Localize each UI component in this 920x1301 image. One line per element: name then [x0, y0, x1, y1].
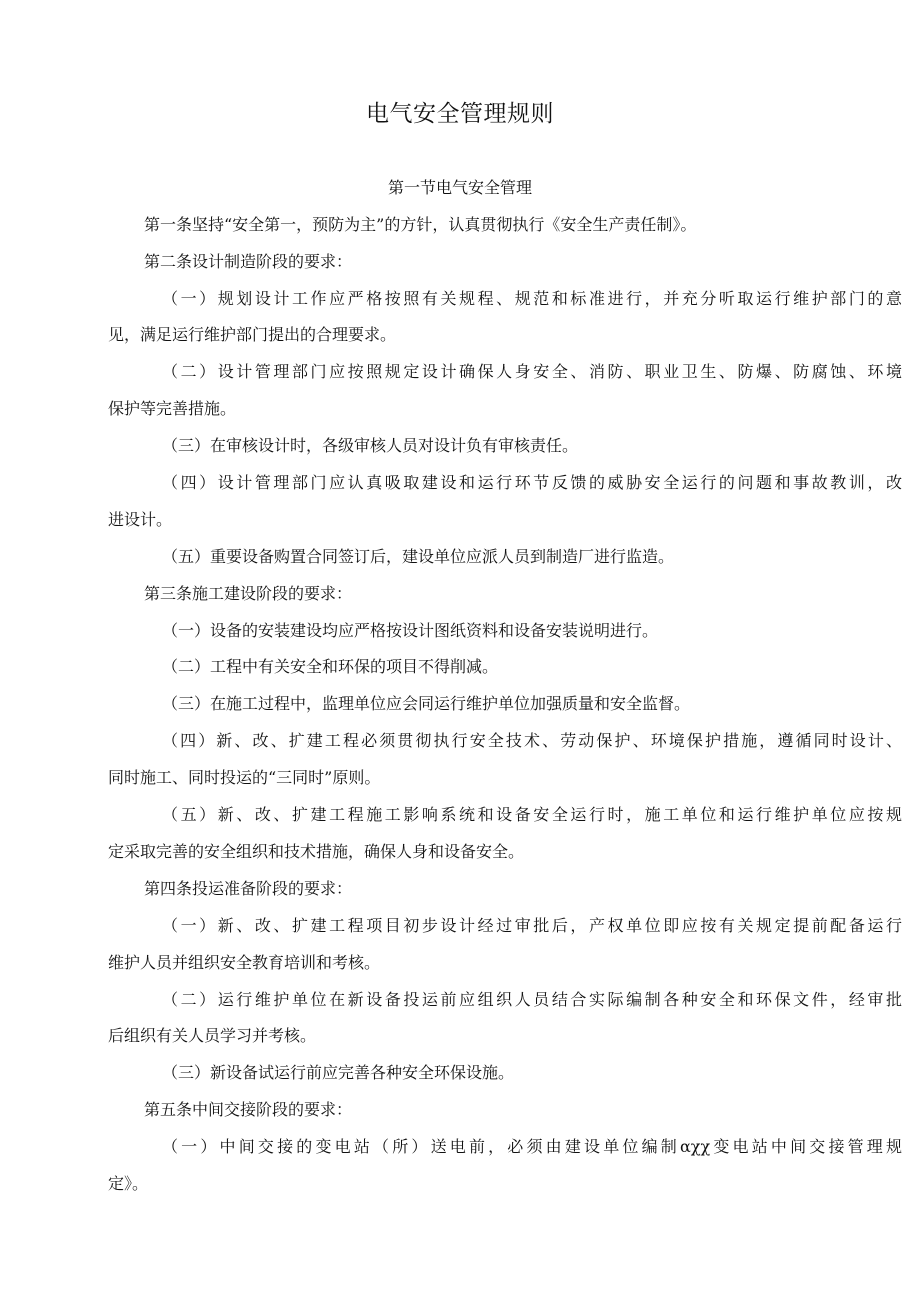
article-1: 第一条坚持“安全第一，预防为主”的方针，认真贯彻执行《安全生产责任制》。 — [144, 215, 697, 234]
document-title: 电气安全管理规则 — [366, 101, 554, 127]
article-4-heading: 第四条投运准备阶段的要求： — [144, 879, 353, 898]
article-3-heading: 第三条施工建设阶段的要求： — [144, 584, 353, 603]
paragraph-line: （一）规划设计工作应严格按照有关规程、规范和标准进行，并充分听取运行维护部门的意 — [162, 289, 902, 308]
paragraph-line: （四）新、改、扩建工程必须贯彻执行安全技术、劳动保护、环境保护措施，遵循同时设计、 — [162, 731, 902, 750]
paragraph-line: 定》。 — [108, 1174, 149, 1193]
paragraph-line: （三）在审核设计时，各级审核人员对设计负有审核责任。 — [162, 436, 579, 455]
paragraph-line: （一）设备的安装建设均应严格按设计图纸资料和设备安装说明进行。 — [162, 621, 659, 640]
paragraph-line: 后组织有关人员学习并考核。 — [108, 1026, 317, 1045]
paragraph-line: 定采取完善的安全组织和技术措施，确保人身和设备安全。 — [108, 842, 525, 861]
section-heading: 第一节电气安全管理 — [387, 178, 532, 197]
paragraph-line: 进设计。 — [108, 510, 173, 529]
paragraph-line: （二）运行维护单位在新设备投运前应组织人员结合实际编制各种安全和环保文件，经审批 — [162, 990, 902, 1009]
paragraph-line: 同时施工、同时投运的“三同时”原则。 — [108, 768, 381, 787]
article-5-heading: 第五条中间交接阶段的要求： — [144, 1100, 353, 1119]
paragraph-line: （三）在施工过程中，监理单位应会同运行维护单位加强质量和安全监督。 — [162, 694, 691, 713]
paragraph-line: （五）重要设备购置合同签订后，建设单位应派人员到制造厂进行监造。 — [162, 547, 675, 566]
paragraph-line: （五）新、改、扩建工程施工影响系统和设备安全运行时，施工单位和运行维护单位应按规 — [162, 805, 902, 824]
paragraph-line: 见，满足运行维护部门提出的合理要求。 — [108, 325, 397, 344]
paragraph-line: （一）中间交接的变电站（所）送电前，必须由建设单位编制αχχ变电站中间交接管理规 — [162, 1137, 902, 1156]
paragraph-line: 维护人员并组织安全教育培训和考核。 — [108, 953, 381, 972]
paragraph-line: （三）新设备试运行前应完善各种安全环保设施。 — [162, 1063, 515, 1082]
paragraph-line: （一）新、改、扩建工程项目初步设计经过审批后，产权单位即应按有关规定提前配备运行 — [162, 916, 902, 935]
paragraph-line: 保护等完善措施。 — [108, 399, 237, 418]
article-2-heading: 第二条设计制造阶段的要求： — [144, 252, 353, 271]
paragraph-line: （四）设计管理部门应认真吸取建设和运行环节反馈的威胁安全运行的问题和事故教训，改 — [162, 473, 902, 492]
paragraph-line: （二）设计管理部门应按照规定设计确保人身安全、消防、职业卫生、防爆、防腐蚀、环境 — [162, 362, 902, 381]
paragraph-line: （二）工程中有关安全和环保的项目不得削减。 — [162, 657, 499, 676]
